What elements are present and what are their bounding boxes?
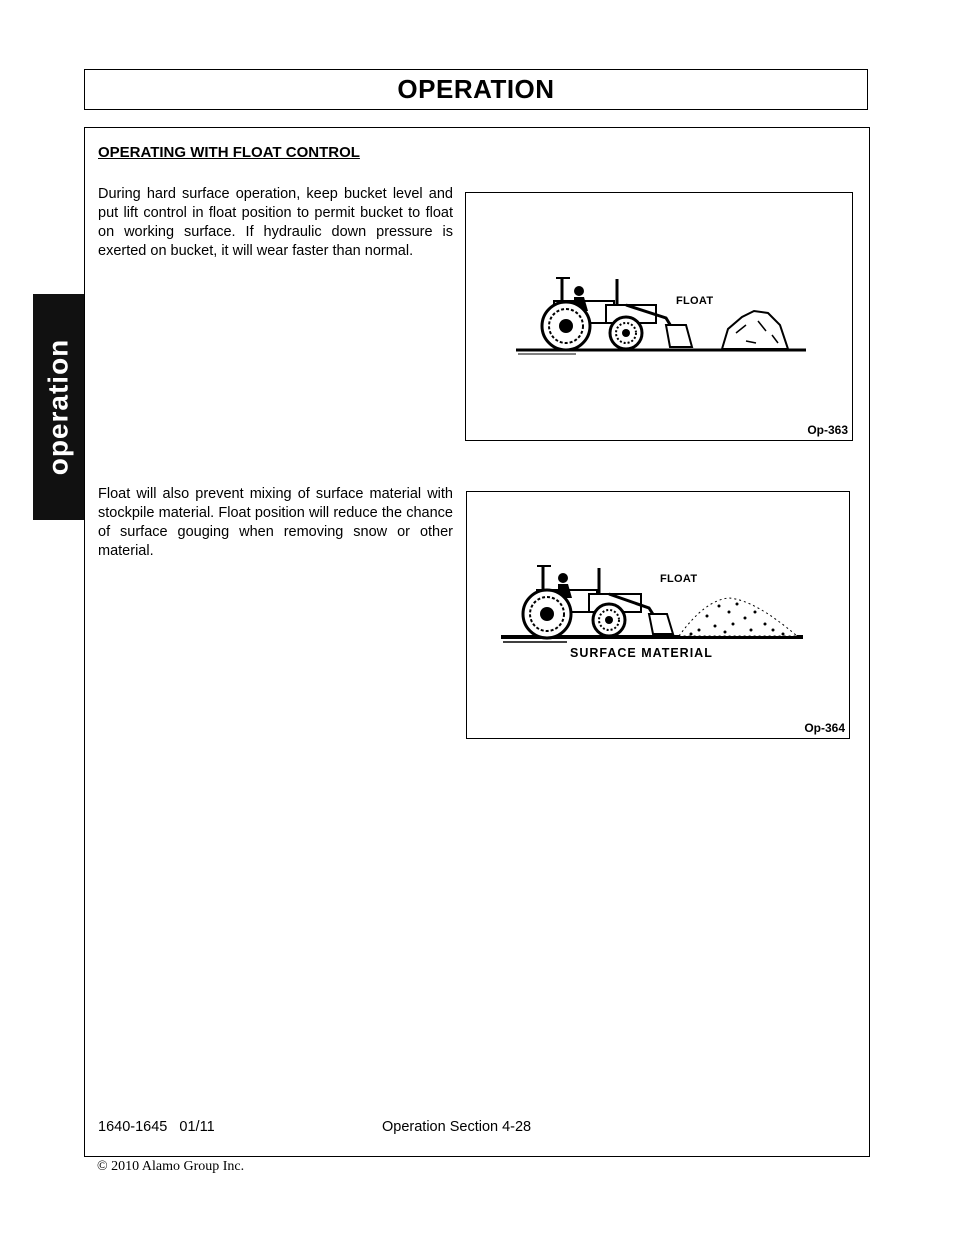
surface-material-label: SURFACE MATERIAL <box>570 646 713 660</box>
paragraph-1: During hard surface operation, keep bucket level and put lift control in float position to permit bucket to float on working surface. If hydraulic down pressure is exerted on bucket, it will wear faster than normal. <box>98 186 453 259</box>
float-label: FLOAT <box>676 295 714 307</box>
figure-id: Op-364 <box>804 721 845 735</box>
side-tab-label: operation <box>42 338 74 476</box>
paragraph-2: Float will also prevent mixing of surface material with stockpile material. Float position will reduce the chance of surface gouging when removing snow or other material. <box>98 486 453 559</box>
side-tab <box>33 294 84 520</box>
footer-model: 1640-1645 01/11 <box>98 1119 215 1135</box>
copyright: © 2010 Alamo Group Inc. <box>97 1159 245 1174</box>
tractor-illustration-1 <box>466 193 852 440</box>
figure-id: Op-363 <box>807 423 848 437</box>
float-label: FLOAT <box>660 573 698 585</box>
footer-section: Operation Section 4-28 <box>382 1119 532 1135</box>
page-title: OPERATION <box>397 74 555 104</box>
figure-float-surface-material <box>466 491 850 739</box>
figure-float-hard-surface <box>465 192 853 441</box>
section-heading: OPERATING WITH FLOAT CONTROL <box>98 144 360 161</box>
tractor-illustration-2 <box>467 492 849 738</box>
page-header <box>84 69 868 110</box>
